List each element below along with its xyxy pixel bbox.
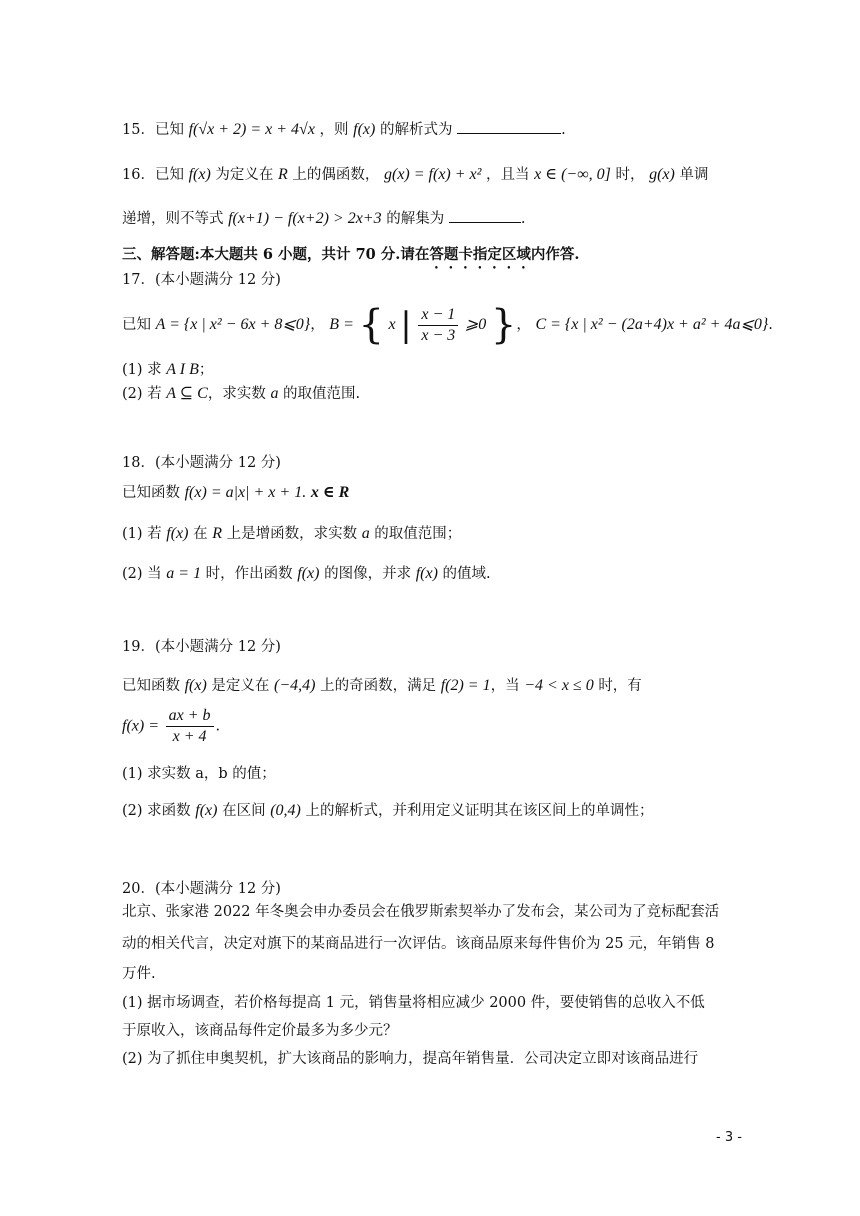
q19-line-1 xyxy=(122,674,642,695)
q17-sets-line xyxy=(122,300,773,350)
q15-text: 的解析式为 xyxy=(379,122,453,138)
q17-brace-close: } xyxy=(490,302,517,348)
q18-part-1-text: (1) 若 xyxy=(122,526,162,542)
q18-part-2-math: a = 1 xyxy=(166,565,202,582)
q17-set-B-condition: ⩾0 xyxy=(464,316,487,333)
q19-part-2-fx: f(x) xyxy=(195,802,218,819)
q16-answer-blank xyxy=(449,208,521,223)
q17-set-B-var: x xyxy=(388,316,396,333)
q15-end: . xyxy=(561,122,566,138)
q17-part-2-math: A ⊆ C xyxy=(166,385,208,402)
q17-part-1 xyxy=(122,358,213,379)
section-heading-emphasis: 答题卡指定区域 xyxy=(429,246,531,263)
q17-fraction xyxy=(418,305,458,346)
q17-text: ， xyxy=(516,317,531,333)
q17-set-C: C = {x | x² − (2a+4)x + a² + 4a⩽0} xyxy=(535,316,769,333)
q17-set-B-label: B = xyxy=(329,316,354,333)
q19-condition: −4 < x ≤ 0 xyxy=(524,677,594,694)
q19-fraction-denominator: x + 4 xyxy=(172,728,207,745)
q16-gx: g(x) = f(x) + x² xyxy=(383,166,482,183)
page-number: - 3 - xyxy=(716,1130,742,1145)
q16-text: 递增，则不等式 xyxy=(122,211,224,227)
q20-line-1: 北京、张家港 2022 年冬奥会申办委员会在俄罗斯索契举办了发布会，某公司为了竞标配套活 xyxy=(122,904,720,920)
q16-end: . xyxy=(520,211,526,227)
q18-part-2-text: (2) 当 xyxy=(122,566,162,582)
q19-part-2-text: 上的解析式，并利用定义证明其在该区间上的单调性； xyxy=(305,803,654,819)
q17-set-A: A = {x | x² − 6x + 8⩽0} xyxy=(155,316,311,333)
q18-part-1-text: 上是增函数，求实数 xyxy=(226,526,358,542)
q18-part-2 xyxy=(122,562,491,583)
section-heading-text: 内作答. xyxy=(530,246,580,263)
q16-R: R xyxy=(277,166,288,183)
q17-part-2 xyxy=(122,382,360,403)
q19-line-2 xyxy=(122,706,220,747)
q19-heading: 19．(本小题满分 12 分) xyxy=(122,639,281,655)
q19-text: 已知函数 xyxy=(122,678,180,694)
q18-part-2-fx: f(x) xyxy=(297,565,320,582)
q18-part-2-text: 的值域. xyxy=(442,566,491,582)
q17-brace-open: { xyxy=(358,302,384,348)
q18-part-2-text: 时，作出函数 xyxy=(205,566,293,582)
q18-heading: 18．(本小题满分 12 分) xyxy=(122,455,281,471)
q20-line-2: 动的相关代言，决定对旗下的某商品进行一次评估。该商品原来每件售价为 25 元，年销售 8 xyxy=(122,936,715,952)
q18-line-1 xyxy=(122,481,349,502)
q19-part-2 xyxy=(122,799,653,820)
q19-f2: f(2) = 1 xyxy=(440,677,491,694)
q16-text: ，且当 xyxy=(486,167,530,183)
q15-line xyxy=(122,118,566,139)
q18-text: 已知函数 xyxy=(122,485,180,501)
q18-part-1-R: R xyxy=(212,525,222,542)
q19-fx: f(x) = xyxy=(122,717,159,735)
q17-text: 已知 xyxy=(122,317,151,333)
q18-part-1-text: 的取值范围； xyxy=(374,526,462,542)
q19-fx: f(x) xyxy=(184,677,207,694)
q19-text: ，当 xyxy=(490,678,520,694)
q16-condition: x ∈ (−∞, 0] xyxy=(534,166,611,183)
q17-heading: 17．(本小题满分 12 分) xyxy=(122,272,281,288)
q17-fraction-denominator: x − 3 xyxy=(421,326,456,344)
q18-part-1 xyxy=(122,522,461,543)
section-heading-text: 三、解答题:本大题共 6 小题，共计 70 分.请在 xyxy=(122,246,430,263)
q16-text: 上的偶函数， xyxy=(292,167,380,183)
q16-text: 时， xyxy=(615,167,645,183)
q19-interval: (−4,4) xyxy=(274,677,316,694)
q17-end: . xyxy=(768,317,773,333)
q20-line-4: (1) 据市场调查，若价格每提高 1 元，销售量将相应减少 2000 件，要使销售的总收入不低 xyxy=(122,995,705,1011)
q18-function: f(x) = a|x| + x + 1. xyxy=(184,484,307,501)
q19-part-2-text: (2) 求函数 xyxy=(122,803,191,819)
q19-fraction xyxy=(166,706,214,747)
q17-part-1-text: ； xyxy=(198,362,214,378)
q16-line-2 xyxy=(122,207,525,228)
q18-part-2-text: 的图像，并求 xyxy=(324,566,412,582)
q17-part-1-math: A I B xyxy=(166,361,199,378)
q16-line-1 xyxy=(122,163,708,184)
q20-line-6: (2) 为了抓住申奥契机，扩大该商品的影响力，提高年销售量．公司决定立即对该商品进行 xyxy=(122,1051,699,1067)
q20-heading: 20．(本小题满分 12 分) xyxy=(122,881,281,897)
q15-answer-blank xyxy=(457,119,561,134)
q18-part-2-fx: f(x) xyxy=(415,565,438,582)
q16-text: 的解集为 xyxy=(386,211,445,227)
q15-fx: f(x) xyxy=(353,121,376,138)
q17-part-2-text: (2) 若 xyxy=(122,386,162,402)
q19-text: 是定义在 xyxy=(211,678,270,694)
q16-inequality: f(x+1) − f(x+2) > 2x+3 xyxy=(228,210,382,227)
q16-text: 16．已知 xyxy=(122,167,184,183)
q15-text: ，则 xyxy=(319,122,349,138)
q16-text: 单调 xyxy=(679,167,709,183)
q17-bar: | xyxy=(400,305,412,345)
q20-line-5: 于原收入，该商品每件定价最多为多少元？ xyxy=(122,1023,398,1039)
q19-part-2-interval: (0,4) xyxy=(270,802,301,819)
q19-fraction-numerator: ax + b xyxy=(166,706,214,727)
q17-part-2-text: ，求实数 xyxy=(207,386,266,402)
q16-gx: g(x) xyxy=(649,166,675,183)
q17-part-2-text: 的取值范围. xyxy=(283,386,361,402)
q16-fx: f(x) xyxy=(188,166,211,183)
q18-part-1-fx: f(x) xyxy=(166,525,189,542)
q19-part-2-text: 在区间 xyxy=(222,803,266,819)
q17-text: ， xyxy=(310,317,325,333)
q19-text: 上的奇函数，满足 xyxy=(320,678,437,694)
q19-part-1: (1) 求实数 a，b 的值； xyxy=(122,766,276,782)
q20-line-3: 万件. xyxy=(122,966,156,982)
q19-end: . xyxy=(215,718,221,735)
q17-part-2-var: a xyxy=(270,385,279,402)
q17-fraction-numerator: x − 1 xyxy=(418,305,458,326)
q18-part-1-text: 在 xyxy=(193,526,208,542)
q18-domain: x ∈ R xyxy=(310,484,350,501)
q17-part-1-text: (1) 求 xyxy=(122,362,162,378)
q18-part-1-var: a xyxy=(361,525,370,542)
q19-text: 时，有 xyxy=(598,678,642,694)
q15-text: 15．已知 xyxy=(122,122,184,138)
q16-text: 为定义在 xyxy=(215,167,274,183)
q15-equation: f(√x + 2) = x + 4√x xyxy=(188,121,315,138)
